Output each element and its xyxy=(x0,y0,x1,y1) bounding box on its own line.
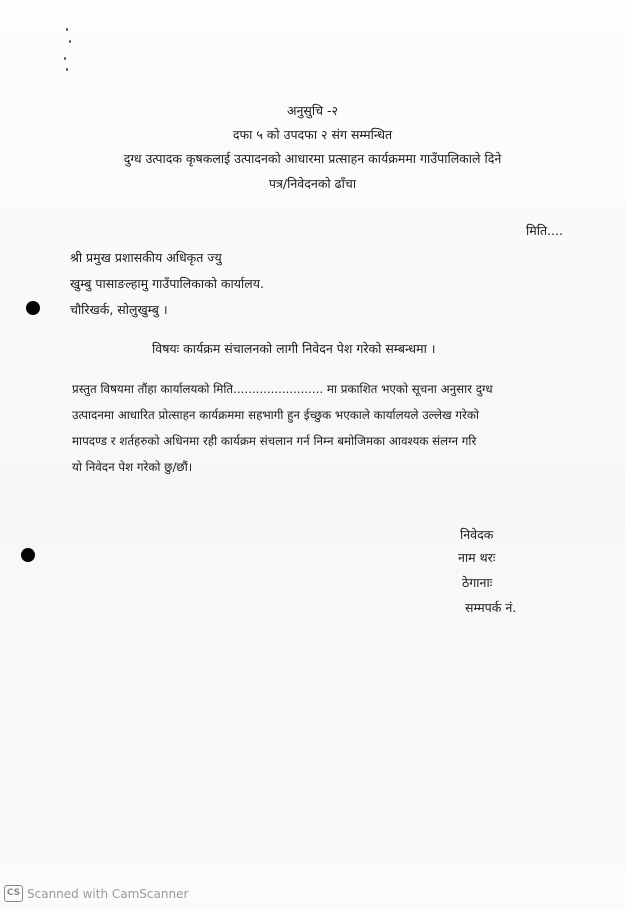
scan-speck xyxy=(66,68,68,71)
applicant-title: निवेदक xyxy=(460,527,494,542)
clause-heading: दफा ५ को उपदफा २ संग सम्मन्धित xyxy=(232,127,393,142)
annex-heading: अनुसुचि -२ xyxy=(286,103,339,118)
punch-hole-bottom xyxy=(21,548,35,562)
scanner-watermark-text: Scanned with CamScanner xyxy=(27,886,189,901)
recipient-line-3: चौरिखर्क, सोलुखुम्बु । xyxy=(70,302,168,317)
body-line-4: यो निवेदन पेश गरेको छु/छौं। xyxy=(72,460,193,474)
scan-speck xyxy=(66,28,68,31)
scan-speck xyxy=(69,40,71,43)
applicant-name-field: नाम थरः xyxy=(458,550,496,565)
body-line-1: प्रस्तुत विषयमा तौंहा कार्यालयको मिति........................ मा प्रकाशित भएको सूचना अनुसार दुग्ध xyxy=(72,382,493,396)
camscanner-logo-icon: CS xyxy=(4,885,23,902)
date-label: मिति.... xyxy=(526,223,563,238)
scan-speck xyxy=(64,57,66,60)
body-line-2: उत्पादनमा आधारित प्रोत्साहन कार्यक्रममा सहभागी हुन ईच्छुक भएकाले कार्यालयले उल्लेख गरेको xyxy=(72,408,479,422)
recipient-line-1: श्री प्रमुख प्रशासकीय अधिकृत ज्यु xyxy=(70,250,222,265)
scanner-watermark xyxy=(4,885,188,902)
subject-line: विषयः कार्यक्रम संचालनको लागी निवेदन पेश गरेको सम्बन्धमा । xyxy=(152,341,436,356)
recipient-line-2: खुम्बु पासाङल्हामु गाउँपालिकाको कार्यालय. xyxy=(70,276,264,291)
body-line-3: मापदण्ड र शर्तहरुको अधिनमा रही कार्यक्रम संचलान गर्न निम्न बमोजिमका आवश्यक संलग्न गरि xyxy=(72,434,477,448)
program-heading: दुग्ध उत्पादक कृषकलाई उत्पादनको आधारमा प्रत्साहन कार्यक्रममा गाउँपालिकाले दिने xyxy=(123,151,502,166)
form-title: पत्र/निवेदनको ढाँचा xyxy=(268,176,357,191)
applicant-contact-field: सम्मपर्क नं. xyxy=(465,600,517,615)
applicant-address-field: ठेगानाः xyxy=(462,575,493,590)
punch-hole-top xyxy=(26,301,40,315)
